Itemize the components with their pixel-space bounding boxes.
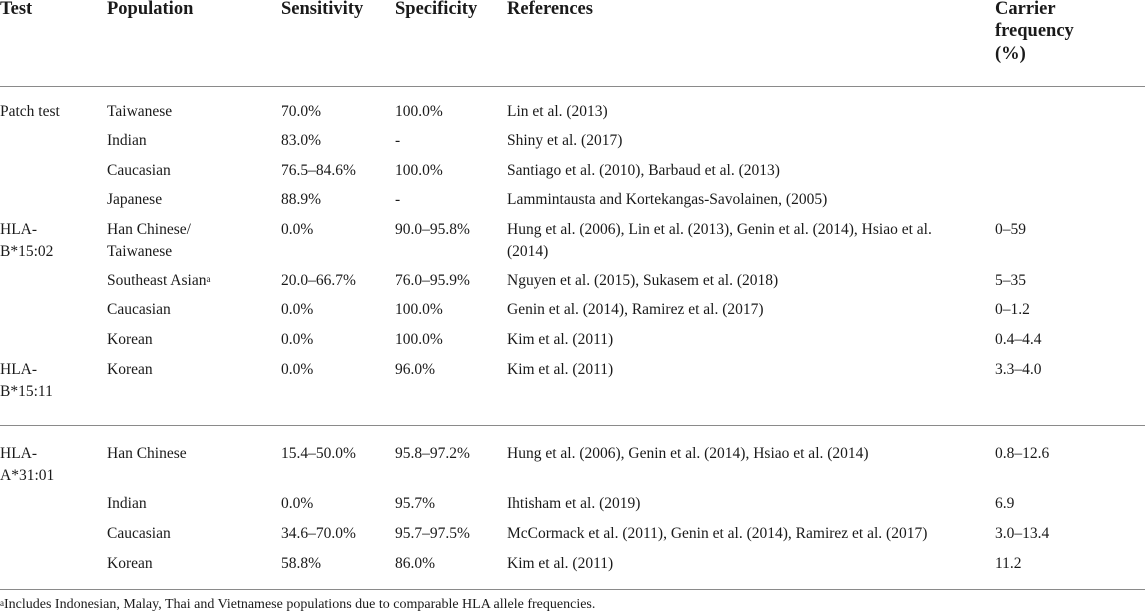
cell-carrier: 5–35	[995, 272, 1026, 289]
footnote-marker: a	[206, 274, 211, 284]
header-sensitivity: Sensitivity	[281, 0, 364, 19]
cell-carrier: 3.3–4.0	[995, 361, 1042, 378]
footnote-text: Includes Indonesian, Malay, Thai and Vietnamese populations due to comparable HLA allele frequencies.	[4, 597, 596, 612]
cell-references: Kim et al. (2011)	[507, 361, 614, 378]
footnote-marker: a	[0, 598, 4, 608]
cell-sensitivity: 88.9%	[281, 191, 322, 208]
cell-population	[107, 270, 210, 292]
cell-specificity: -	[395, 132, 401, 149]
cell-sensitivity: 83.0%	[281, 132, 322, 149]
cell-references: Shiny et al. (2017)	[507, 132, 623, 149]
cell-sensitivity: 0.0%	[281, 301, 314, 318]
cell-sensitivity: 20.0–66.7%	[281, 272, 356, 289]
cell-specificity: 100.0%	[395, 331, 443, 348]
group-label: HLA-	[0, 221, 38, 238]
cell-specificity: 100.0%	[395, 301, 443, 318]
cell-specificity: 95.7%	[395, 495, 436, 512]
cell-references: Lammintausta and Kortekangas-Savolainen, (2005)	[507, 191, 828, 208]
cell-population: Japanese	[107, 191, 163, 208]
cell-references: Santiago et al. (2010), Barbaud et al. (2013)	[507, 162, 780, 179]
cell-specificity: 100.0%	[395, 103, 443, 120]
cell-population: Han Chinese	[107, 445, 187, 462]
group-label: HLA-	[0, 361, 38, 378]
header-carrier-line1: Carrier	[995, 0, 1056, 19]
cell-carrier: 0–59	[995, 221, 1026, 238]
cell-references: Nguyen et al. (2015), Sukasem et al. (2018)	[507, 272, 779, 289]
cell-specificity: 96.0%	[395, 361, 436, 378]
cell-references: Kim et al. (2011)	[507, 555, 614, 572]
cell-sensitivity: 0.0%	[281, 361, 314, 378]
cell-carrier: 3.0–13.4	[995, 525, 1050, 542]
header-specificity: Specificity	[395, 0, 478, 19]
cell-carrier: 0.4–4.4	[995, 331, 1042, 348]
group-label: A*31:01	[0, 467, 55, 484]
group-label: B*15:11	[0, 383, 53, 400]
group-label: Patch test	[0, 103, 60, 120]
cell-population: Caucasian	[107, 162, 171, 179]
group-label: B*15:02	[0, 243, 54, 260]
header-carrier-line3: (%)	[995, 44, 1026, 64]
cell-carrier: 11.2	[995, 555, 1022, 572]
header-carrier-line2: frequency	[995, 21, 1074, 41]
cell-references-line2: (2014)	[507, 243, 549, 260]
table-footnote	[0, 596, 595, 614]
cell-sensitivity: 58.8%	[281, 555, 322, 572]
group-divider	[0, 425, 1145, 426]
cell-population: Korean	[107, 555, 153, 572]
header-divider	[0, 86, 1145, 87]
group-label: HLA-	[0, 445, 38, 462]
cell-specificity: 90.0–95.8%	[395, 221, 470, 238]
cell-sensitivity: 15.4–50.0%	[281, 445, 356, 462]
cell-sensitivity: 0.0%	[281, 221, 314, 238]
header-test: Test	[0, 0, 33, 19]
cell-references: Ihtisham et al. (2019)	[507, 495, 641, 512]
cell-population-line2: Taiwanese	[107, 243, 173, 260]
cell-specificity: 95.7–97.5%	[395, 525, 470, 542]
cell-sensitivity: 70.0%	[281, 103, 322, 120]
cell-population: Indian	[107, 495, 147, 512]
cell-specificity: 95.8–97.2%	[395, 445, 470, 462]
cell-sensitivity: 0.0%	[281, 495, 314, 512]
cell-population: Korean	[107, 331, 153, 348]
table-bottom-rule	[0, 589, 1145, 590]
cell-carrier: 0–1.2	[995, 301, 1030, 318]
cell-references: Genin et al. (2014), Ramirez et al. (2017)	[507, 301, 764, 318]
cell-population: Caucasian	[107, 525, 171, 542]
cell-population: Caucasian	[107, 301, 171, 318]
cell-specificity: 86.0%	[395, 555, 436, 572]
cell-population: Indian	[107, 132, 147, 149]
cell-sensitivity: 76.5–84.6%	[281, 162, 356, 179]
cell-sensitivity: 0.0%	[281, 331, 314, 348]
population-text: Southeast Asian	[107, 272, 207, 289]
cell-references: Hung et al. (2006), Genin et al. (2014), Hsiao et al. (2014)	[507, 445, 869, 462]
cell-references: Lin et al. (2013)	[507, 103, 608, 120]
cell-carrier: 0.8–12.6	[995, 445, 1050, 462]
cell-references: Kim et al. (2011)	[507, 331, 614, 348]
cell-carrier: 6.9	[995, 495, 1015, 512]
cell-population: Taiwanese	[107, 103, 173, 120]
cell-sensitivity: 34.6–70.0%	[281, 525, 356, 542]
header-references: References	[507, 0, 593, 19]
cell-population: Korean	[107, 361, 153, 378]
cell-references: McCormack et al. (2011), Genin et al. (2014), Ramirez et al. (2017)	[507, 525, 928, 542]
cell-specificity: -	[395, 191, 401, 208]
header-population: Population	[107, 0, 194, 19]
cell-specificity: 100.0%	[395, 162, 443, 179]
cell-references: Hung et al. (2006), Lin et al. (2013), Genin et al. (2014), Hsiao et al.	[507, 221, 932, 238]
cell-specificity: 76.0–95.9%	[395, 272, 470, 289]
cell-population: Han Chinese/	[107, 221, 191, 238]
